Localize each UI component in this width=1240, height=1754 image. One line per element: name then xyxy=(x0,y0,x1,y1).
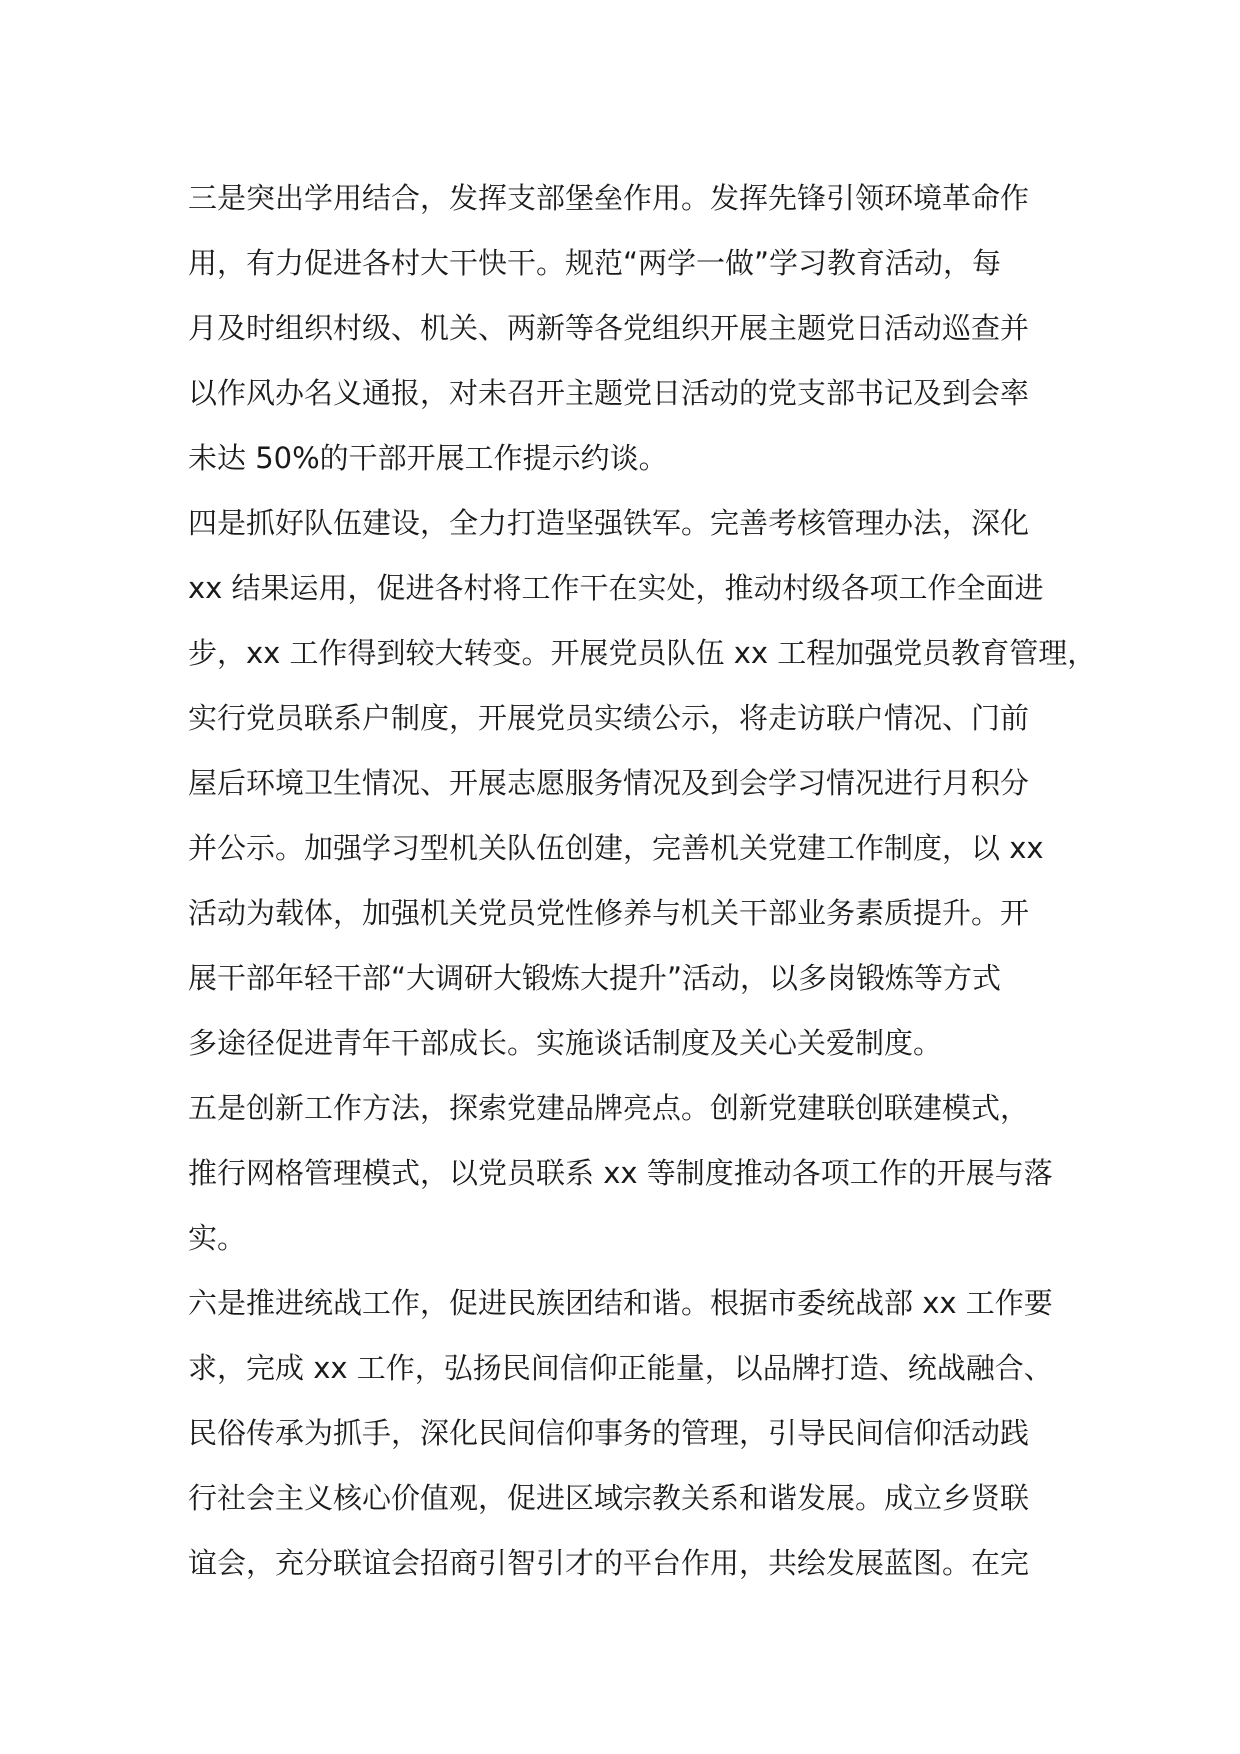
text-line: 民俗传承为抓手，深化民间信仰事务的管理，引导民间信仰活动践 xyxy=(188,1416,1030,1450)
text-line: 三是突出学用结合，发挥支部堡垒作用。发挥先锋引领环境革命作 xyxy=(188,181,1030,215)
text-line: 步，xx 工作得到较大转变。开展党员队伍 xx 工程加强党员教育管理， xyxy=(188,636,1097,670)
text-line: 四是抓好队伍建设，全力打造坚强铁军。完善考核管理办法，深化 xyxy=(188,506,1030,540)
text-line: 谊会，充分联谊会招商引智引才的平台作用，共绘发展蓝图。在完 xyxy=(188,1546,1030,1580)
text-line: 展干部年轻干部“大调研大锻炼大提升”活动，以多岗锻炼等方式 xyxy=(188,961,1002,995)
text-line: 并公示。加强学习型机关队伍创建，完善机关党建工作制度，以 xx xyxy=(188,831,1044,865)
text-line: 用，有力促进各村大干快干。规范“两学一做”学习教育活动，每 xyxy=(188,246,1002,280)
text-line: 月及时组织村级、机关、两新等各党组织开展主题党日活动巡查并 xyxy=(188,311,1030,345)
text-line: 活动为载体，加强机关党员党性修养与机关干部业务素质提升。开 xyxy=(188,896,1030,930)
text-line: 五是创新工作方法，探索党建品牌亮点。创新党建联创联建模式， xyxy=(188,1091,1030,1125)
text-line: xx 结果运用，促进各村将工作干在实处，推动村级各项工作全面进 xyxy=(188,571,1044,605)
text-line: 实。 xyxy=(188,1221,247,1255)
text-line: 以作风办名义通报，对未召开主题党日活动的党支部书记及到会率 xyxy=(188,376,1030,410)
text-line: 实行党员联系户制度，开展党员实绩公示，将走访联户情况、门前 xyxy=(188,701,1030,735)
document-body xyxy=(188,166,1097,1596)
text-line: 屋后环境卫生情况、开展志愿服务情况及到会学习情况进行月积分 xyxy=(188,766,1030,800)
text-line: 多途径促进青年干部成长。实施谈话制度及关心关爱制度。 xyxy=(188,1026,943,1060)
text-line: 求，完成 xx 工作，弘扬民间信仰正能量，以品牌打造、统战融合、 xyxy=(188,1351,1053,1385)
text-line: 未达 50%的干部开展工作提示约谈。 xyxy=(188,441,668,475)
text-line: 推行网格管理模式，以党员联系 xx 等制度推动各项工作的开展与落 xyxy=(188,1156,1053,1190)
text-line: 行社会主义核心价值观，促进区域宗教关系和谐发展。成立乡贤联 xyxy=(188,1481,1030,1515)
text-line: 六是推进统战工作，促进民族团结和谐。根据市委统战部 xx 工作要 xyxy=(188,1286,1053,1320)
